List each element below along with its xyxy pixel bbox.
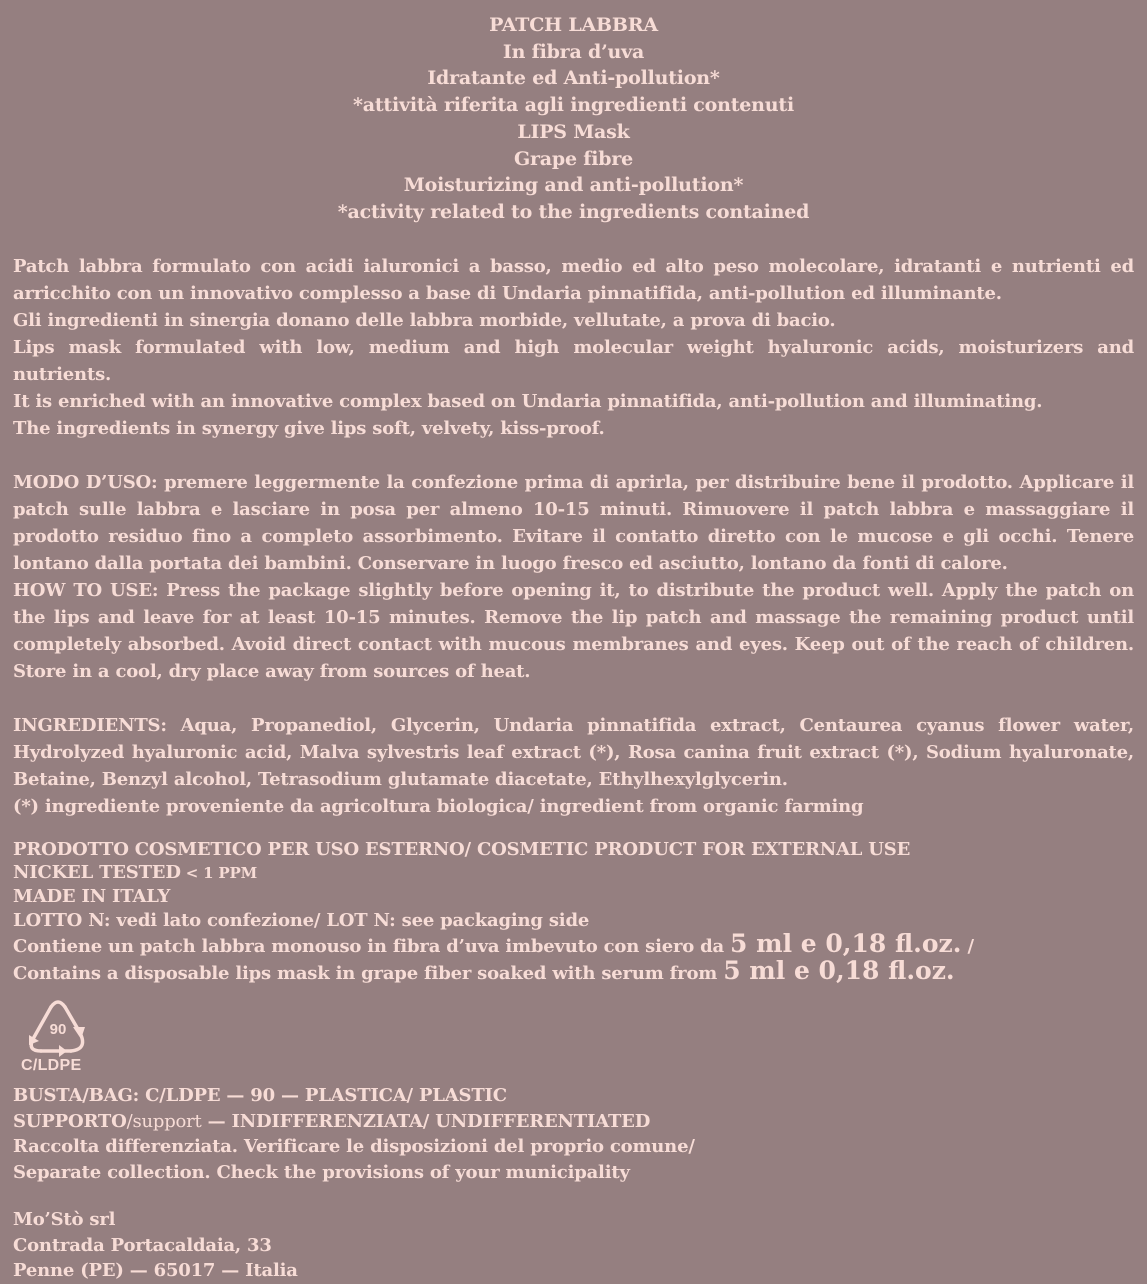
contents-en-qty: 5 ml e 0,18 fl.oz. <box>723 955 955 985</box>
header-line-fibre-it: In fibra d’uva <box>502 40 645 63</box>
description-en-1: Lips mask formulated with low, medium and high molecular weight hyaluronic acids, moisturizers and nutrients. <box>13 336 1134 385</box>
recycling-symbol <box>21 999 95 1077</box>
ingredients-section <box>13 712 1134 820</box>
support-value: — INDIFFERENZIATA/ UNDIFFERENTIATED <box>201 1110 651 1132</box>
header-line-title-en: LIPS Mask <box>517 120 630 143</box>
ingredients-list <box>13 712 1134 793</box>
contents-it <box>13 929 1134 959</box>
company-street: Contrada Portacaldaia, 33 <box>13 1234 272 1256</box>
external-use-notice: PRODOTTO COSMETICO PER USO ESTERNO/ COSMETIC PRODUCT FOR EXTERNAL USE <box>13 838 911 860</box>
usage-en-text: Press the package slightly before opening it, to distribute the product well. Apply the patch on the lips and leave for at least 10-15 minutes. Remove the lip patch and massage the remaining product until completely absorbed. Avoid direct contact with mucous membranes and eyes. Keep out of the reach of children. Store in a cool, dry place away from sources of heat. <box>13 579 1134 682</box>
ingredients-note: (*) ingrediente proveniente da agricoltura biologica/ ingredient from organic farming <box>13 795 864 817</box>
company-city: Penne (PE) — 65017 — Italia <box>13 1260 298 1282</box>
description-it-2: Gli ingredienti in sinergia donano delle labbra morbide, vellutate, a prova di bacio. <box>13 309 836 331</box>
header-line-note-it: *attività riferita agli ingredienti contenuti <box>352 94 795 117</box>
description-it-1: Patch labbra formulato con acidi ialuronici a basso, medio ed alto peso molecolare, idratanti e nutrienti ed arricchito con un innovativo complesso a base di Undaria pinnatifida, anti-pollution ed illuminante. <box>13 255 1134 304</box>
support-label-en: /support <box>126 1110 202 1132</box>
usage-en <box>13 577 1134 685</box>
usage-it-text: premere leggermente la confezione prima di aprirla, per distribuire bene il prodotto. Applicare il patch sulle labbra e lasciare in posa per almeno 10-15 minuti. Rimuovere il patch labbra e massaggiare il prodotto residuo fino a completo assorbimento. Evitare il contatto diretto con le mucose e gli occhi. Tenere lontano dalla portata dei bambini. Conservare in luogo fresco ed asciutto, lontano da fonti di calore. <box>13 471 1134 574</box>
description-en-3: The ingredients in synergy give lips soft, velvety, kiss-proof. <box>13 417 605 439</box>
product-header <box>13 12 1134 226</box>
contents-en-text: Contains a disposable lips mask in grape fiber soaked with serum from <box>13 962 724 984</box>
ingredients-text: Aqua, Propanediol, Glycerin, Undaria pinnatifida extract, Centaurea cyanus flower water, Hydrolyzed hyaluronic acid, Malva sylvestris leaf extract (*), Rosa canina fruit extract (*), Sodium hyaluronate, Betaine, Benzyl alcohol, Tetrasodium glutamate diacetate, Ethylhexylglycerin. <box>13 714 1134 790</box>
company-section <box>13 1207 1134 1284</box>
collection-en: Separate collection. Check the provisions of your municipality <box>13 1161 630 1183</box>
contents-en <box>13 955 1134 985</box>
usage-en-label: HOW TO USE: <box>13 579 159 601</box>
company-name: Mo’Stò srl <box>13 1209 116 1231</box>
product-title: PATCH LABBRA <box>489 14 658 36</box>
recycle-code: C/LDPE <box>21 1057 82 1075</box>
made-in-italy: MADE IN ITALY <box>13 886 171 908</box>
header-line-claim-it: Idratante ed Anti-pollution* <box>427 67 720 90</box>
disposal-section <box>13 1083 1134 1185</box>
nickel-value: < 1 PPM <box>180 864 257 883</box>
product-info-section <box>13 838 1134 985</box>
ingredients-label: INGREDIENTS: <box>13 714 167 736</box>
nickel-label: NICKEL TESTED <box>13 862 181 884</box>
disposal-support <box>13 1109 1134 1135</box>
description-section <box>13 253 1134 442</box>
recycle-number: 90 <box>49 1021 67 1039</box>
header-line-note-en: *activity related to the ingredients contained <box>337 200 810 223</box>
header-line-fibre-en: Grape fibre <box>513 147 634 170</box>
nickel-tested <box>13 861 1134 885</box>
support-label-it: SUPPORTO <box>13 1110 127 1132</box>
collection-it: Raccolta differenziata. Verificare le disposizioni del proprio comune/ <box>13 1136 695 1158</box>
lot-number: LOTTO N: vedi lato confezione/ LOT N: see packaging side <box>13 909 590 931</box>
contents-it-qty: 5 ml e 0,18 fl.oz. <box>730 929 962 959</box>
usage-it <box>13 469 1134 577</box>
disposal-bag: BUSTA/BAG: C/LDPE — 90 — PLASTICA/ PLASTIC <box>13 1085 507 1107</box>
contents-it-text: Contiene un patch labbra monouso in fibra d’uva imbevuto con siero da <box>13 936 731 958</box>
usage-section <box>13 469 1134 685</box>
header-line-claim-en: Moisturizing and anti-pollution* <box>403 174 744 197</box>
usage-it-label: MODO D’USO: <box>13 471 158 493</box>
contents-it-end: / <box>961 936 974 958</box>
description-en-2: It is enriched with an innovative complex based on Undaria pinnatifida, anti-pollution and illuminating. <box>13 390 1043 412</box>
